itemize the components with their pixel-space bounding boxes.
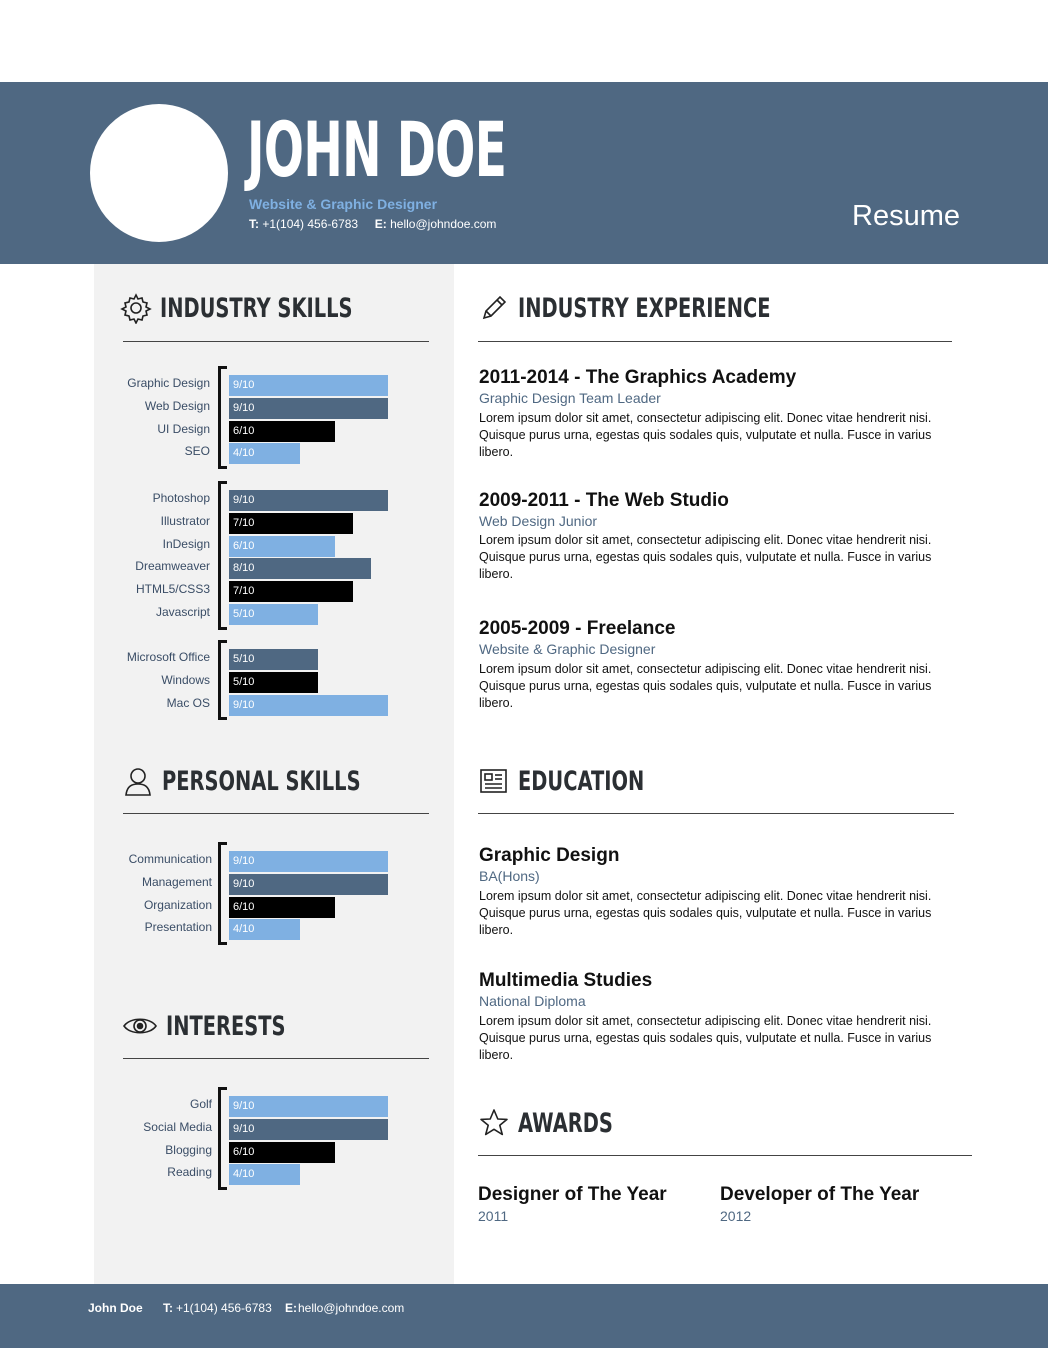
section-divider [123,813,429,814]
skill-bar [229,1096,388,1117]
skill-label: Javascript [155,605,210,619]
education-title: Multimedia Studies [479,970,653,991]
awards-heading [478,1107,650,1139]
personal-skills-heading [122,765,438,797]
email-address[interactable]: hello@johndoe.com [390,217,497,231]
industry-skills-heading [120,292,427,324]
skill-bar [229,421,335,442]
skill-score: 7/10 [233,516,255,529]
experience-subtitle: Web Design Junior [479,513,598,529]
person-name: JOHN DOE [247,105,507,194]
skill-score: 6/10 [233,900,255,913]
footer-phone-label: T: [163,1301,173,1315]
phone-number: +1(104) 456-6783 [262,217,359,231]
skill-label: Microsoft Office [126,650,210,664]
education-description: Lorem ipsum dolor sit amet, consectetur adipiscing elit. Donec vitae hendrerit nisi. Quisque purus urna, egestas quis sodales quis, vulputate et nulla. Fusce in varius libero. [479,1014,932,1062]
pencil-icon [478,292,510,324]
skill-bar [229,874,388,895]
skill-score: 8/10 [233,562,255,575]
skill-label: Dreamweaver [135,559,210,574]
skill-label: Social Media [143,1119,212,1134]
skill-score: 4/10 [233,1168,255,1181]
skill-bar [229,695,388,716]
skill-bar [229,1119,388,1140]
skill-bar [229,398,388,419]
gear-icon [120,292,152,324]
experience-heading [478,292,869,324]
experience-subtitle: Website & Graphic Designer [479,641,656,657]
education-title: Graphic Design [479,845,620,866]
experience-subtitle: Graphic Design Team Leader [479,390,661,406]
skill-score: 7/10 [233,585,255,598]
skill-bar [229,672,318,693]
skill-score: 6/10 [233,424,255,437]
skill-label: Presentation [144,920,212,935]
bracket-divider [218,1087,227,1190]
skill-bar [229,1164,300,1185]
experience-description: Lorem ipsum dolor sit amet, consectetur adipiscing elit. Donec vitae hendrerit nisi. Quisque purus urna, egestas quis sodales quis, vulputate et nulla. Fusce in varius libero. [479,533,932,581]
education-subtitle: BA(Hons) [479,868,540,884]
experience-description: Lorem ipsum dolor sit amet, consectetur adipiscing elit. Donec vitae hendrerit nisi. Quisque purus urna, egestas quis sodales quis, vulputate et nulla. Fusce in varius libero. [479,411,932,459]
skill-bar [229,536,335,557]
bracket-divider [218,366,227,469]
bracket-divider [218,842,227,945]
skill-score: 9/10 [233,494,255,506]
skill-label: Reading [167,1165,212,1180]
award-title: Designer of The Year [478,1184,667,1205]
skill-bar [229,851,388,872]
skill-label: Illustrator [160,513,210,528]
email-label: E: [374,217,387,231]
award-year: 2011 [478,1208,509,1224]
skill-label: Golf [189,1097,212,1111]
skill-bar [229,581,353,602]
section-title: INDUSTRY SKILLS [160,292,353,324]
bracket-divider [218,640,227,720]
footer-name: John Doe [88,1301,143,1315]
person-icon [122,765,154,797]
skill-bar [229,649,318,670]
skill-score: 9/10 [233,1122,255,1135]
skill-score: 9/10 [233,877,255,890]
section-divider [123,341,429,342]
interests-heading [122,1010,332,1042]
skill-label: Mac OS [166,695,210,710]
eye-icon [122,1010,158,1042]
section-title: EDUCATION [518,765,645,797]
skill-score: 5/10 [233,653,255,665]
skill-score: 9/10 [233,401,255,414]
footer [0,1284,1048,1348]
skill-bar [229,490,388,511]
newspaper-icon [478,765,510,797]
section-divider [478,341,952,342]
skill-label: Photoshop [152,491,210,505]
section-title: PERSONAL SKILLS [162,765,361,797]
education-description: Lorem ipsum dolor sit amet, consectetur adipiscing elit. Donec vitae hendrerit nisi. Quisque purus urna, egestas quis sodales quis, vulputate et nulla. Fusce in varius libero. [479,889,932,937]
skill-bar [229,1142,335,1163]
job-title: Website & Graphic Designer [249,196,438,212]
section-title: INTERESTS [166,1010,286,1042]
section-title: AWARDS [518,1107,613,1139]
skill-bar [229,375,388,396]
experience-title: 2011-2014 - The Graphics Academy [479,367,797,388]
skill-score: 9/10 [233,855,255,867]
skill-score: 4/10 [233,923,255,936]
skill-label: Web Design [144,398,210,413]
skill-label: Organization [143,897,212,912]
skill-label: SEO [184,444,210,459]
skill-score: 6/10 [233,539,255,552]
section-title: INDUSTRY EXPERIENCE [518,292,771,324]
skill-label: Communication [128,852,212,866]
skill-bar [229,443,300,464]
experience-title: 2009-2011 - The Web Studio [479,490,729,511]
bracket-divider [218,481,227,630]
skill-label: UI Design [157,421,210,436]
header-banner [0,82,1048,264]
skill-score: 9/10 [233,379,255,391]
footer-email[interactable]: hello@johndoe.com [298,1301,405,1315]
skill-score: 6/10 [233,1145,255,1158]
experience-description: Lorem ipsum dolor sit amet, consectetur adipiscing elit. Donec vitae hendrerit nisi. Quisque purus urna, egestas quis sodales quis, vulputate et nulla. Fusce in varius libero. [479,662,932,710]
skill-label: Graphic Design [127,376,210,390]
skill-label: InDesign [162,536,210,551]
skill-score: 4/10 [233,447,255,460]
award-year: 2012 [720,1208,752,1224]
skill-score: 9/10 [233,1100,255,1112]
skill-bar [229,604,318,625]
education-heading [478,765,693,797]
skill-bar [229,513,353,534]
star-icon [478,1107,510,1139]
section-divider [123,1058,429,1059]
skill-bar [229,558,371,579]
footer-phone: +1(104) 456-6783 [176,1301,272,1315]
skill-score: 5/10 [233,608,255,620]
experience-title: 2005-2009 - Freelance [479,618,676,639]
award-title: Developer of The Year [720,1184,920,1205]
skill-score: 9/10 [233,698,255,711]
footer-email-label: E: [285,1301,297,1315]
skill-score: 5/10 [233,675,255,688]
skill-bar [229,919,300,940]
resume-label: Resume [852,200,960,232]
section-divider [478,813,954,814]
skill-label: Windows [161,672,210,687]
header-contact [249,217,496,231]
skill-label: Blogging [165,1142,212,1157]
phone-label: T: [249,217,259,231]
education-subtitle: National Diploma [479,993,586,1009]
section-divider [478,1155,972,1156]
skill-bar [229,897,335,918]
skill-label: Management [141,874,212,889]
avatar [90,104,228,242]
skill-label: HTML5/CSS3 [135,582,210,597]
